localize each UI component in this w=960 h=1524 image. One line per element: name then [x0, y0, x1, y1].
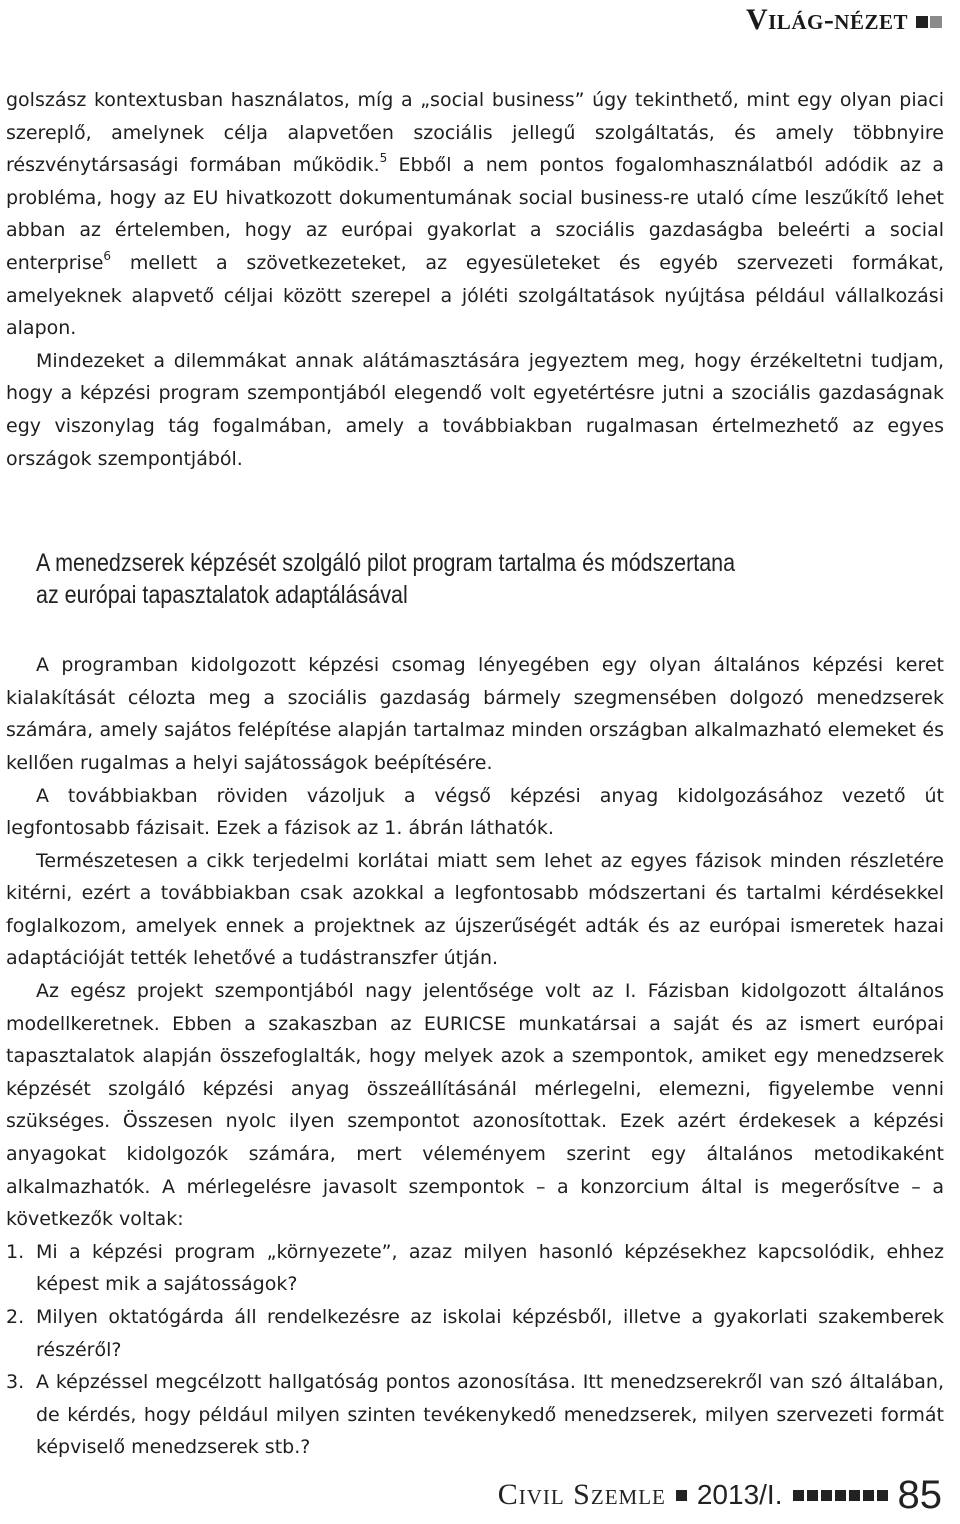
- square-icon: [877, 1490, 888, 1501]
- square-icon: [863, 1490, 874, 1501]
- paragraph: Természetesen a cikk terjedelmi korlátai miatt sem lehet az egyes fázisok minden részletére kitérni, ezért a továbbiakban csak azokkal a legfontosabb módszertani és tartalmi kérdésekkel foglalkozom, amelyek ennek a projektnek az újszerűségét adták és az európai ismeretek hazai adaptációját tették lehetővé a tudástranszfer útján.: [6, 849, 944, 970]
- square-icon: [916, 16, 928, 28]
- paragraph: Mindezeket a dilemmákat annak alátámasztására jegyeztem meg, hogy érzékeltetni tudjam, hogy a képzési program szempontjából elegendő volt egyetértésre jutni a szociális gazdaságnak egy viszonylag tág fogalmában, amely a továbbiakban rugalmasan értelmezhető az egyes országok szempontjából.: [6, 349, 944, 470]
- paragraph: Az egész projekt szempontjából nagy jelentősége volt az I. Fázisban kidolgozott általános modellkeretnek. Ebben a szakaszban az EURICSE munkatársai a saját és az ismert európai tapasztalatok alapján összefoglalták, hogy melyek azok a szempontok, amiket egy menedzserek képzését szolgáló képzési anyag összeállításánál mérlegelni, elemezni, figyelembe venni szükséges. Összesen nyolc ilyen szempontot azonosítottak. Ezek azért érdekesek a képzési anyagokat kidolgozók számára, mert véleményem szerint egy általános metodikaként alkalmazhatók. A mérlegelésre javasolt szempontok – a konzorcium által is megerősítve – a következők voltak:: [6, 980, 944, 1231]
- text-run: golszász kontextusban használatos, míg a „social business” úgy tekinthető, mint egy olyan piaci szereplő, amelynek célja alapvetően szociális jellegű szolgáltatás, és amely többnyire részvénytársasági formában működik.: [6, 89, 944, 177]
- running-footer: [498, 1472, 942, 1518]
- issue-number: 2013/I.: [696, 1479, 783, 1510]
- list-text: Milyen oktatógárda áll rendelkezésre az iskolai képzésből, illetve a gyakorlati szakemberek részéről?: [36, 1306, 944, 1361]
- square-icon: [807, 1490, 818, 1501]
- square-icon: [835, 1490, 846, 1501]
- list-item: [6, 1366, 944, 1464]
- list-number: 1.: [6, 1240, 25, 1263]
- section-title: Világ-nézet: [745, 3, 908, 36]
- square-icon: [793, 1490, 804, 1501]
- article-body: [6, 84, 944, 1464]
- paragraph: A továbbiakban röviden vázoljuk a végső képzési anyag kidolgozásához vezető út legfontosabb fázisait. Ezek a fázisok az 1. ábrán láthatók.: [6, 784, 944, 840]
- running-header: [746, 0, 942, 40]
- criteria-list: [6, 1236, 944, 1464]
- page-number: 85: [897, 1472, 942, 1517]
- square-icon: [676, 1490, 687, 1501]
- list-item: [6, 1236, 944, 1301]
- square-icon: [849, 1490, 860, 1501]
- journal-title: Civil Szemle: [497, 1478, 666, 1511]
- text-run: mellett a szövetkezeteket, az egyesületeket és egyéb szervezeti formákat, amelyeknek alapvető céljai között szerepel a jóléti szolgáltatások nyújtása például vállalkozási alapon.: [6, 251, 944, 340]
- list-text: Mi a képzési program „környezete”, azaz milyen hasonló képzésekhez kapcsolódik, ehhez képest mik a sajátosságok?: [36, 1240, 944, 1296]
- paragraph: [6, 84, 944, 345]
- header-square-ornament-icon: [916, 16, 942, 28]
- heading-line: A menedzserek képzését szolgáló pilot program tartalma és módszertana: [36, 549, 736, 578]
- heading-line: az európai tapasztalatok adaptálásával: [36, 581, 408, 610]
- footnote-ref[interactable]: 5: [379, 151, 388, 166]
- square-icon: [821, 1490, 832, 1501]
- paragraph: A programban kidolgozott képzési csomag lényegében egy olyan általános képzési keret kialakítását célozta meg a szociális gazdaság bármely szegmensében dolgozó menedzserek számára, amely sajátos felépítése alapján tartalmaz minden országban alkalmazható elemeket és kellően rugalmas a helyi sajátosságok beépítésére.: [6, 654, 944, 774]
- footnote-ref[interactable]: 6: [103, 248, 112, 263]
- footer-square-ornament-icon: [793, 1490, 888, 1501]
- section-heading: [36, 547, 817, 611]
- list-number: 3.: [6, 1371, 25, 1394]
- list-text: A képzéssel megcélzott hallgatóság pontos azonosítása. Itt menedzserekről van szó általában, de kérdés, hogy például milyen szinten tevékenykedő menedzserek, milyen szervezeti formát képviselő menedzserek stb.?: [36, 1371, 944, 1459]
- text-run: Ebből a nem pontos fogalomhasználatból adódik az a probléma, hogy az EU hivatkozott dokumentumának social business-re utaló címe leszűkítő lehet abban az értelemben, hogy az európai gyakorlat a szociális gazdaságba beleérti a social enterprise: [6, 154, 944, 274]
- square-icon: [930, 16, 942, 28]
- list-number: 2.: [6, 1306, 25, 1328]
- list-item: [6, 1301, 944, 1366]
